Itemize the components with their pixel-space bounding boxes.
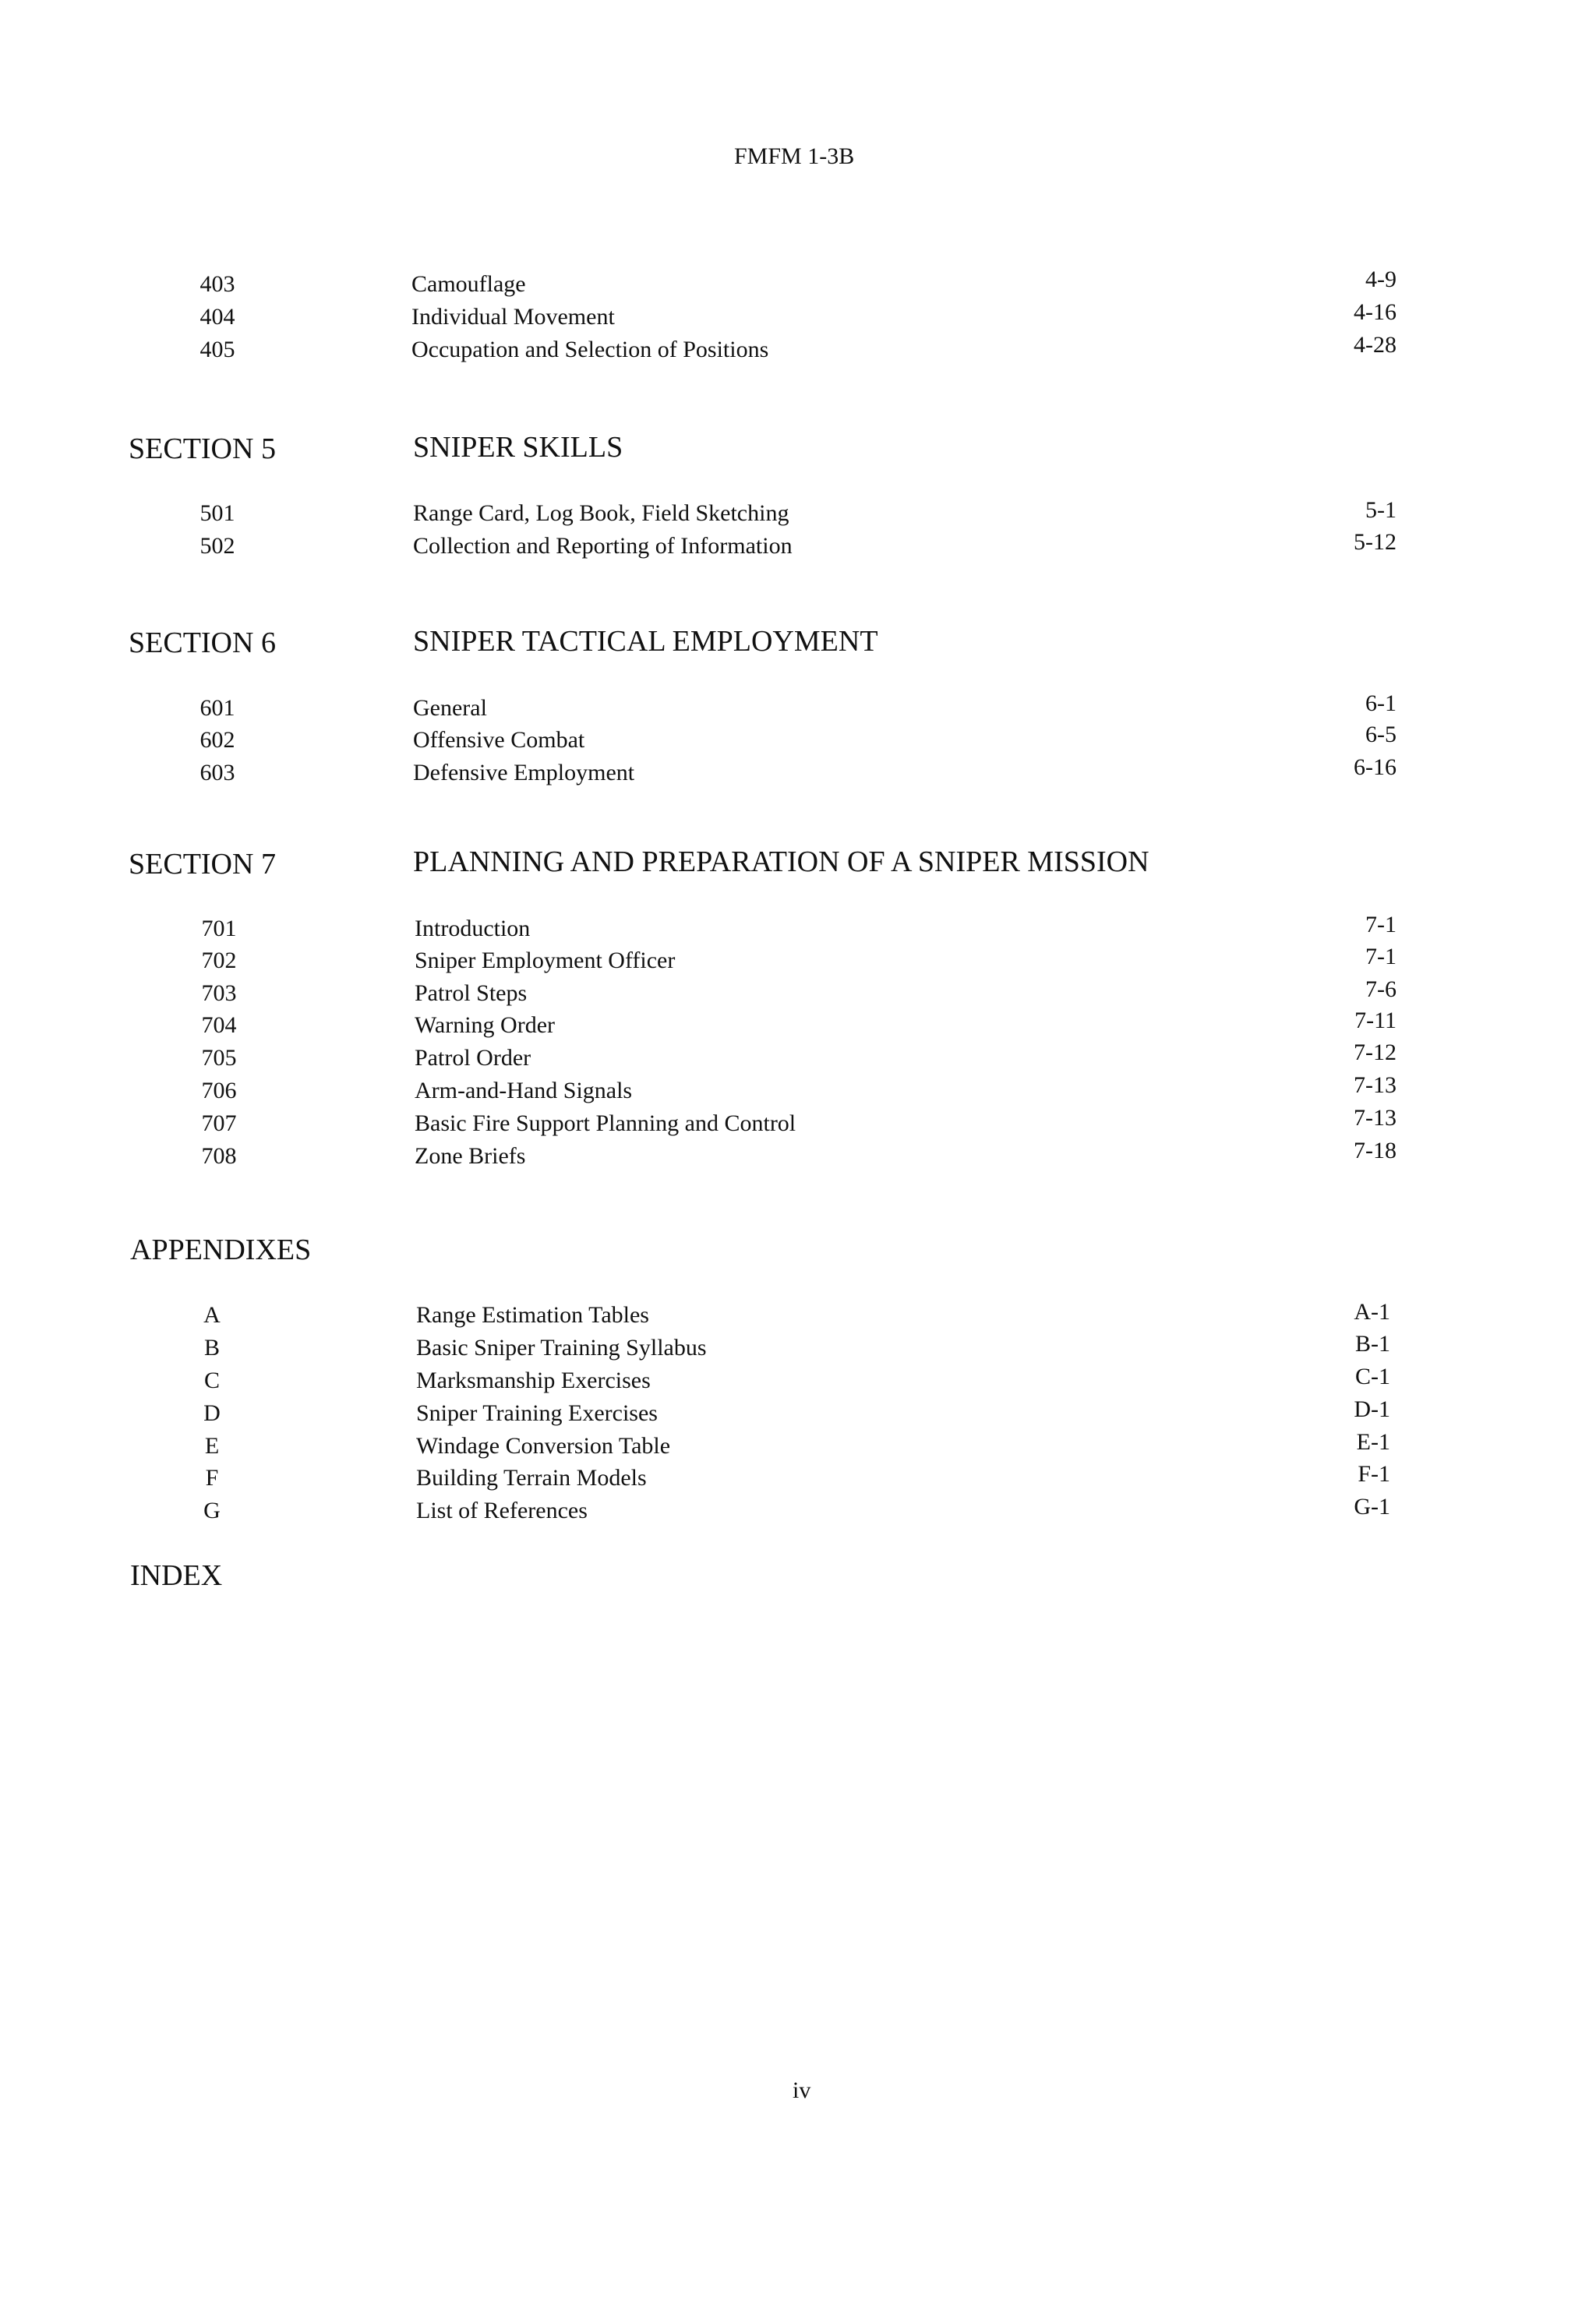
entry-number: 705 (201, 1045, 237, 1071)
entry-page: 6-5 (1365, 722, 1396, 747)
entry-number: 602 (200, 727, 235, 753)
entry-title: Camouflage (411, 271, 526, 297)
entry-number: G (203, 1498, 221, 1523)
entry-number: 405 (200, 337, 235, 362)
entry-page: 7-1 (1365, 944, 1396, 969)
section-title: SNIPER TACTICAL EMPLOYMENT (413, 625, 878, 658)
entry-page: 6-16 (1354, 754, 1396, 780)
section-label: INDEX (130, 1559, 223, 1592)
entry-number: 704 (201, 1012, 237, 1038)
entry-number: 701 (201, 916, 237, 941)
entry-number: E (204, 1433, 220, 1459)
entry-page: G-1 (1354, 1494, 1390, 1520)
entry-title: Basic Sniper Training Syllabus (416, 1335, 707, 1361)
entry-number: 707 (201, 1110, 237, 1136)
entry-page: F-1 (1358, 1461, 1390, 1487)
entry-title: Marksmanship Exercises (416, 1368, 651, 1393)
entry-title: Sniper Training Exercises (416, 1400, 658, 1426)
entry-title: Sniper Employment Officer (415, 948, 676, 973)
entry-page: D-1 (1354, 1396, 1390, 1422)
entry-title: Warning Order (415, 1012, 556, 1038)
entry-page: 4-9 (1365, 266, 1396, 292)
entry-page: 7-13 (1354, 1105, 1396, 1131)
entry-number: A (203, 1302, 221, 1328)
entry-title: Collection and Reporting of Information (413, 533, 793, 559)
entry-title: Arm-and-Hand Signals (415, 1078, 633, 1103)
entry-title: Zone Briefs (415, 1143, 526, 1169)
entry-number: B (203, 1335, 220, 1361)
entry-page: E-1 (1356, 1429, 1390, 1455)
entry-page: 7-6 (1365, 976, 1396, 1002)
entry-title: Offensive Combat (413, 727, 585, 753)
entry-number: 501 (200, 500, 235, 526)
entry-page: 4-28 (1354, 332, 1396, 358)
section-label: SECTION 7 (129, 848, 276, 881)
entry-page: 5-1 (1365, 497, 1396, 523)
entry-title: Introduction (415, 916, 531, 941)
entry-title: Patrol Order (415, 1045, 531, 1071)
entry-number: 708 (201, 1143, 237, 1169)
section-title: SNIPER SKILLS (413, 431, 623, 464)
entry-number: C (203, 1368, 220, 1393)
entry-title: Individual Movement (411, 304, 615, 330)
entry-title: Range Estimation Tables (416, 1302, 649, 1328)
entry-page: 7-12 (1354, 1039, 1396, 1065)
entry-number: 403 (200, 271, 235, 297)
entry-number: 702 (201, 948, 237, 973)
entry-page: 7-1 (1365, 912, 1396, 937)
entry-page: 6-1 (1365, 690, 1396, 716)
entry-page: 7-18 (1354, 1138, 1396, 1163)
entry-number: 603 (200, 760, 235, 785)
entry-number: 706 (201, 1078, 237, 1103)
entry-title: Basic Fire Support Planning and Control (415, 1110, 796, 1136)
entry-title: Occupation and Selection of Positions (411, 337, 769, 362)
entry-title: Defensive Employment (413, 760, 635, 785)
entry-page: 5-12 (1354, 529, 1396, 555)
entry-title: List of References (416, 1498, 588, 1523)
page-number: iv (793, 2077, 811, 2103)
section-label: SECTION 5 (129, 432, 276, 465)
entry-number: F (205, 1465, 219, 1491)
entry-page: A-1 (1354, 1299, 1390, 1325)
entry-page: 7-11 (1354, 1008, 1396, 1033)
running-header: FMFM 1-3B (734, 143, 855, 169)
entry-number: 601 (200, 695, 235, 721)
entry-title: General (413, 695, 487, 721)
entry-title: Building Terrain Models (416, 1465, 647, 1491)
entry-title: Windage Conversion Table (416, 1433, 671, 1459)
entry-page: 7-13 (1354, 1072, 1396, 1098)
entry-page: 4-16 (1354, 299, 1396, 325)
section-title: PLANNING AND PREPARATION OF A SNIPER MISSION (413, 845, 1149, 878)
section-label: APPENDIXES (130, 1234, 312, 1266)
entry-number: 703 (201, 980, 237, 1006)
entry-number: 404 (200, 304, 235, 330)
entry-title: Patrol Steps (415, 980, 528, 1006)
entry-number: 502 (200, 533, 235, 559)
entry-title: Range Card, Log Book, Field Sketching (413, 500, 789, 526)
entry-page: C-1 (1355, 1364, 1390, 1389)
section-label: SECTION 6 (129, 627, 276, 659)
entry-page: B-1 (1355, 1331, 1390, 1357)
entry-number: D (203, 1400, 221, 1426)
